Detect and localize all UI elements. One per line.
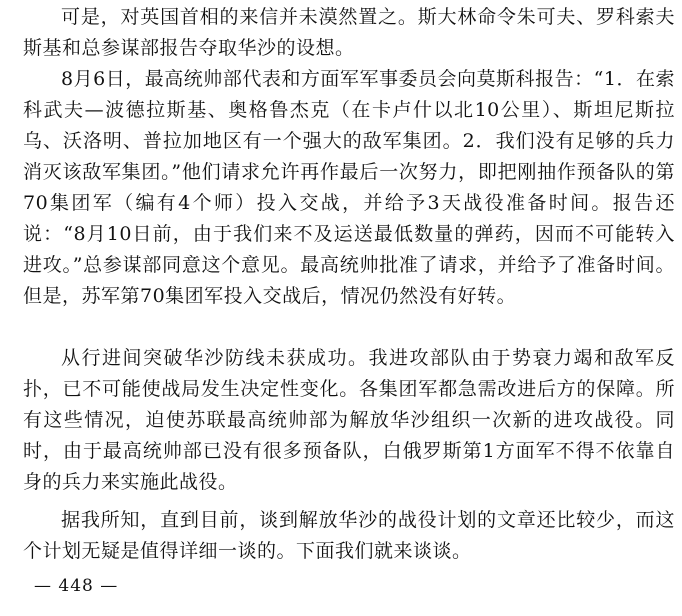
page-number: — 448 — — [34, 576, 119, 596]
paragraph-churchill-letter: 可是，对英国首相的来信并未漠然置之。斯大林命令朱可夫、罗科索夫斯基和总参谋部报告夺取华沙的设想。 — [23, 6, 675, 59]
paragraph-warsaw-breakthrough-failed: 从行进间突破华沙防线未获成功。我进攻部队由于势衰力竭和敌军反扑，已不可能使战局发生决定性变化。各集团军都急需改进后方的保障。所有这些情况，迫使苏联最高统帅部为解放华沙组织一次新的进攻战役。同时，由于最高统帅部已没有很多预备队，白俄罗斯第1方面军不得不依靠自身的兵力来实施此战役。 — [23, 347, 675, 493]
paragraph-operation-plan-intro: 据我所知，直到目前，谈到解放华沙的战役计划的文章还比较少，而这个计划无疑是值得详细一谈的。下面我们就来谈谈。 — [23, 509, 675, 562]
paragraph-august-6-report: 8月6日，最高统帅部代表和方面军军事委员会向莫斯科报告：“1．在索科武夫—波德拉斯基、奥格鲁杰克（在卡卢什以北10公里）、斯坦尼斯拉乌、沃洛明、普拉加地区有一个强大的敌军集团。2．我们没有足够的兵力消灭该敌军集团。”他们请求允许再作最后一次努力，即把刚抽作预备队的第70集团军（编有4个师）投入交战，并给予3天战役准备时间。报告还说：“8月10日前，由于我们来不及运送最低数量的弹药，因而不可能转入进攻。”总参谋部同意这个意见。最高统帅批准了请求，并给予了准备时间。但是，苏军第70集团军投入交战后，情况仍然没有好转。 — [23, 68, 675, 307]
